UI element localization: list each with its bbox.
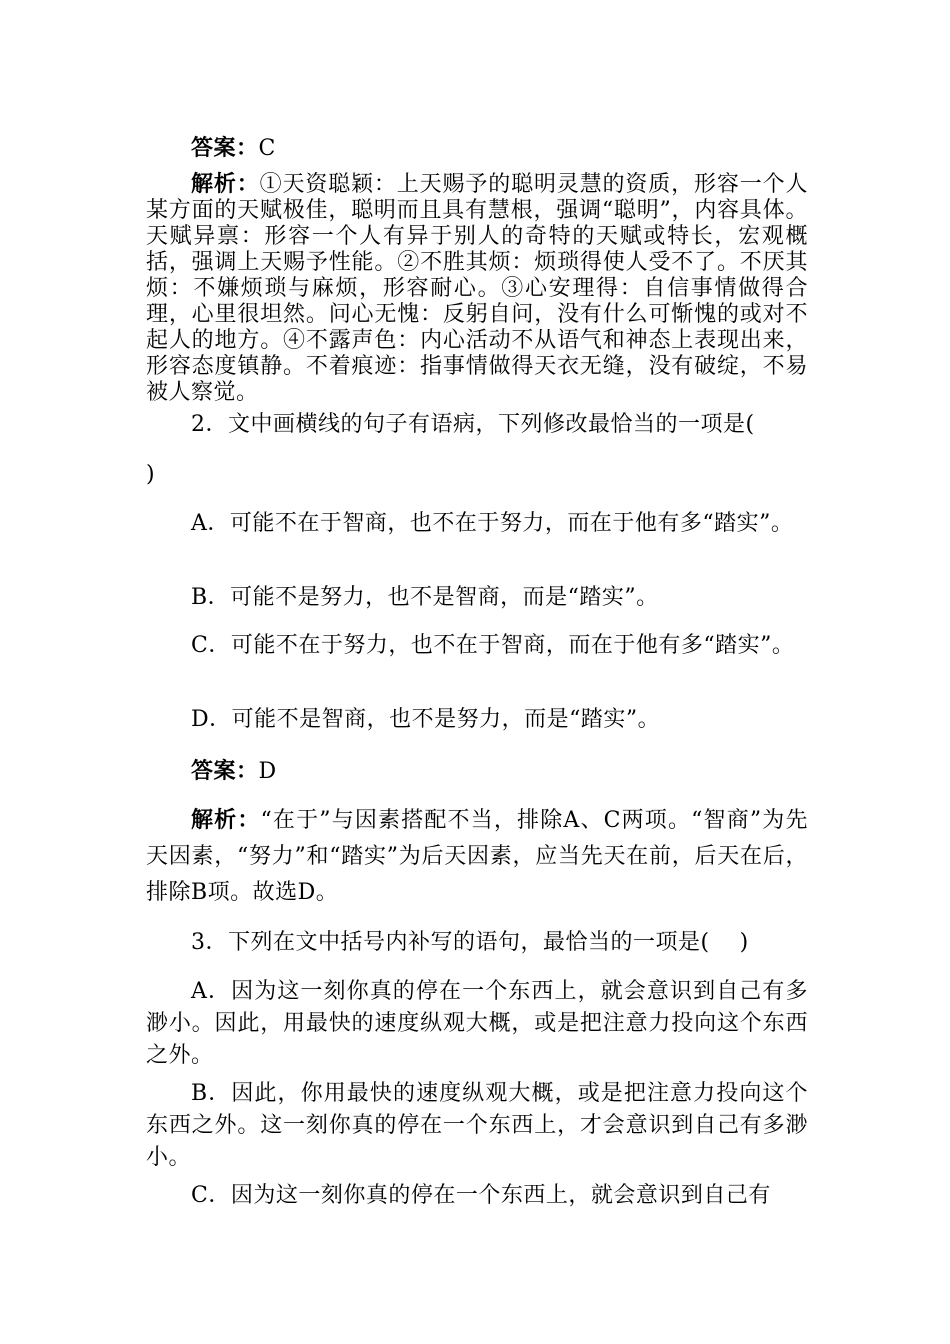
q3-stem [146,925,808,961]
q3-option-c [146,1178,808,1214]
q2-answer [146,754,808,790]
answer-label: 答案： [191,759,259,784]
analysis-label: 解析： [191,808,261,833]
answer-value: D [258,759,277,784]
q2-option-b [146,580,808,616]
option-text: B．可能不是努力，也不是智商，而是“踏实”。 [191,585,659,610]
q2-option-a [146,506,808,542]
option-text: D．可能不是智商，也不是努力，而是“踏实”。 [191,707,661,732]
question-stem: 3．下列在文中括号内补写的语句，最恰当的一项是( [191,930,710,955]
option-text: A．可能不在于智商，也不在于努力，而在于他有多“踏实”。 [191,511,794,536]
option-text: C．可能不在于努力，也不在于智商，而在于他有多“踏实”。 [191,633,795,658]
q1-answer [146,131,808,167]
q1-analysis [146,172,808,406]
q2-option-d [146,702,808,738]
analysis-text: ①天资聪颖：上天赐予的聪明灵慧的资质，形容一个人某方面的天赋极佳，聪明而且具有慧根，强调“聪明”，内容具体。天赋异禀：形容一个人有异于别人的奇特的天赋或特长，宏观概括，强调上天赐予性能。②不胜其烦：烦琐得使人受不了。不厌其烦：不嫌烦琐与麻烦，形容耐心。③心安理得：自信事情做得合理，心里很坦然。问心无愧：反躬自问，没有什么可惭愧的或对不起人的地方。④不露声色：内心活动不从语气和神态上表现出来，形容态度镇静。不着痕迹：指事情做得天衣无缝，没有破绽，不易被人察觉。 [146,172,808,405]
q2-analysis [146,803,808,911]
question-stem: 2．文中画横线的句子有语病，下列修改最恰当的一项是( [191,412,755,437]
q3-option-b [146,1078,808,1174]
question-stem-end: ) [739,930,749,955]
option-text: C．因为这一刻你真的停在一个东西上，就会意识到自己有 [191,1183,771,1208]
q2-option-c [146,628,808,664]
analysis-text: “在于”与因素搭配不当，排除A、C两项。“智商”为先天因素，“努力”和“踏实”为后天因素，应当先天在前，后天在后，排除B项。故选D。 [146,808,808,905]
option-text: A．因为这一刻你真的停在一个东西上，就会意识到自己有多渺小。因此，用最快的速度纵观大概，或是把注意力投向这个东西之外。 [146,979,808,1068]
question-stem-end: ) [146,462,156,487]
option-text: B．因此，你用最快的速度纵观大概，或是把注意力投向这个东西之外。这一刻你真的停在一个东西上，才会意识到自己有多渺小。 [146,1081,808,1170]
q2-stem-end [146,457,808,493]
analysis-label: 解析： [191,172,260,197]
answer-label: 答案： [191,136,259,161]
answer-value: C [258,136,276,161]
q3-option-a [146,976,808,1072]
q2-stem [146,407,808,443]
